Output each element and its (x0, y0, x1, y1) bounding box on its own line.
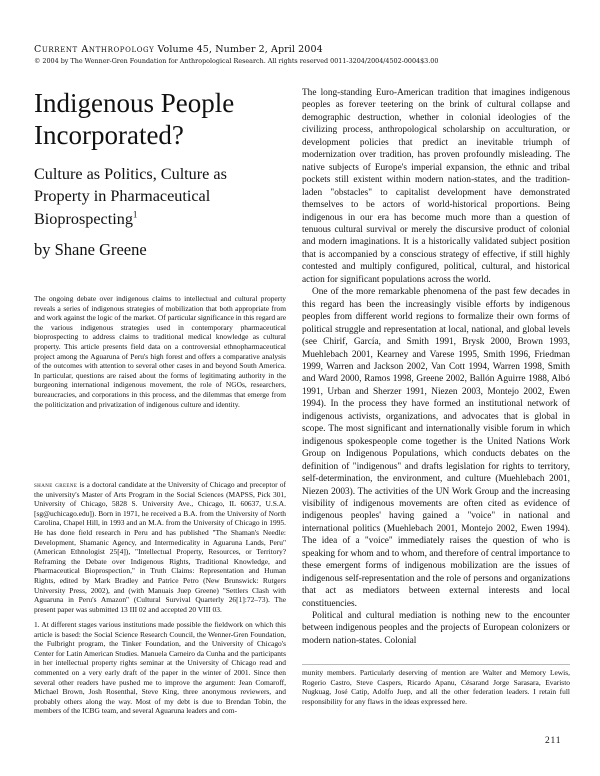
body-paragraph: Political and cultural mediation is nothing new to the encounter between indigenous peoples and the projects of European colonizers or modern nation-states. Colonial (302, 611, 570, 646)
footnote-divider (302, 664, 570, 665)
article-title: Indigenous People Incorporated? (34, 88, 235, 150)
article-subtitle (34, 163, 284, 230)
subtitle-text: Culture as Politics, Culture as Property in Pharmaceutical Bioprospecting (34, 165, 227, 228)
copyright-notice: © 2004 by The Wenner-Gren Foundation for Anthropological Research. All rights reserved 0011-3204/2004/4502-0004$3.00 (34, 57, 439, 65)
footnote-1-continued: munity members. Particularly deserving of mention are Walter and Memory Lewis, Rogerio Castro, Steve Caspers, Ricardo Apanu, Césarand Jorge Sarasara, Evaristo Nugkuag, José Catip, Adolfo Juep, and all the other federation leaders. I retain full responsibility for any flaws in the ideas expressed here. (302, 668, 570, 706)
journal-name: Current Anthropology (34, 44, 155, 55)
journal-header (34, 44, 323, 55)
footnote-1: 1. At different stages various institutions made possible the fieldwork on which this article is based: the Social Science Research Council, the Wenner-Gren Foundation, the Fulbright program, the Tinker Foundation, and the University of Chicago's Center for Latin American Studies. Manuela Carneiro da Cunha and the participants in her intellectual property rights seminar at the University of Chicago read and commented on a very early draft of the paper in the winter of 2001. Since then several other readers have pushed me to improve the argument: Jean Comaroff, Michael Brown, Josh Rosenthal, Steve King, three anonymous reviewers, and probably others along the way. Most of my debt is due to Brendan Tobin, the members of the ICBG team, and several Aguaruna leaders and com- (34, 620, 286, 716)
author-bio-text: is a doctoral candidate at the University of Chicago and preceptor of the university's Master of Arts Program in the Social Sciences (MAPSS, Pick 301, University of Chicago, 5828 S. University Ave., Chicago, IL 60637, U.S.A. [sg@uchicago.edu]). Born in 1971, he received a B.A. from the University of North Carolina, Chapel Hill, in 1993 and an M.A. from the University of Chicago in 1995. He has done field research in Peru and has published "The Shaman's Needle: Development, Shamanic Agency, and Intermedicality in Aguaruna Lands, Peru" (American Ethnologist 25[4]), "Intellectual Property, Resources, or Territory? Reframing the Debate over Indigenous Rights, Traditional Knowledge, and Pharmaceutical Bioprospection," in Truth Claims: Representation and Human Rights, edited by Mark Bradley and Patrice Petro (New Brunswick: Rutgers University Press, 2002), and (with Manuais Juep Greene) "Settlers Clash with Aguaruna in Peru's Amazon" (Cultural Survival Quarterly 26[1]:72–73). The present paper was submitted 13 III 02 and accepted 20 VIII 03. (34, 480, 286, 614)
abstract: The ongoing debate over indigenous claims to intellectual and cultural property reveals a series of indigenous strategies of mobilization that both appropriate from and work against the logic of the market. Of particular significance in this regard are the various indigenous strategies used in contemporary pharmaceutical bioprospecting to address claims to traditional medical knowledge as cultural property. This article presents field data on a controversial ethnopharmaceutical project among the Aguaruna of Peru's high forest and offers a comparative analysis of the outcomes with attention to several other cases in and beyond South America. In particular, questions are raised about the forms of legitimating authority in the burgeoning international indigenous movement, the role of NGOs, researchers, bureaucracies, and corporations in this process, and the dilemmas that emerge from the politicization and privatization of indigenous culture and identity. (34, 294, 286, 409)
body-paragraph: The long-standing Euro-American tradition that imagines indigenous peoples as forever teetering on the brink of cultural collapse and demographic destruction, whether in colonial ideologies of the civilizing process, anthropological scholarship on acculturation, or development policies that predict an inevitable triumph of modernization over tradition, has proven profoundly misleading. The native subjects of Europe's imperial expansion, the ethnic and tribal pockets still existent within modern nation-states, and the tradition-laden "obstacles" to capitalist development have demonstrated themselves to be actors of world-historical proportions. Being indigenous in our era has become much more than a question of tenuous cultural survival or merely the discursive product of colonial and modern imaginations. It is a historically validated subject position that is accompanied by a conscious strategy of effective, if still highly contested and multiply configured, political, cultural, and historical action for significant populations across the world. (302, 88, 570, 285)
page-number: 211 (545, 736, 562, 746)
author-bio (34, 480, 286, 614)
body-paragraph: One of the more remarkable phenomena of the past few decades in this regard has been the increasingly visible efforts by indigenous peoples from different world regions to formalize their own forms of political struggle and representation at local, national, and global levels (see Chirif, García, and Smith 1991, Brysk 2000, Brown 1993, Muehlebach 2001, Kearney and Varese 1995, Smith 1996, Friedman 1999, Warren and Jackson 2002, Van Cott 1994, Warren 1998, Smith and Ward 2000, Ramos 1998, Greene 2002, Ballón Aguirre 1988, Albó 1991, Urban and Sherzer 1991, Niezen 2003, Montejo 2002, Ewen 1994). In the process they have formed an institutional network of indigenous activists, organizations, and advocates that is global in scope. The most significant and internationally visible forum in which indigenous spokespeople come together is the United Nations Work Group on Indigenous Populations, which conducts debates on the definition of "indigenous" and drafts legislation for rights to territory, self-determination, the environment, and culture (Muehlebach 2001, Niezen 2003). The activities of the UN Work Group and the increasing visibility of indigenous movements are often cited as evidence of indigenous peoples' having gained a "voice" in national and international politics (Muehlebach 2001, Montejo 2002, Ewen 1994). The idea of a "voice" immediately raises the question of who is speaking for whom and to whom, and therefore of central importance to these emergent forms of indigenous mobilization are the issues of indigenous self-representation and the role of persons and organizations that act as mediators between external interests and local constituencies. (302, 287, 570, 609)
body-text (302, 87, 570, 647)
author-byline: by Shane Greene (34, 240, 147, 259)
footnote-marker[interactable]: 1 (132, 209, 138, 220)
issue-info: Volume 45, Number 2, April 2004 (157, 44, 323, 55)
author-bio-name: shane greene (34, 480, 78, 489)
